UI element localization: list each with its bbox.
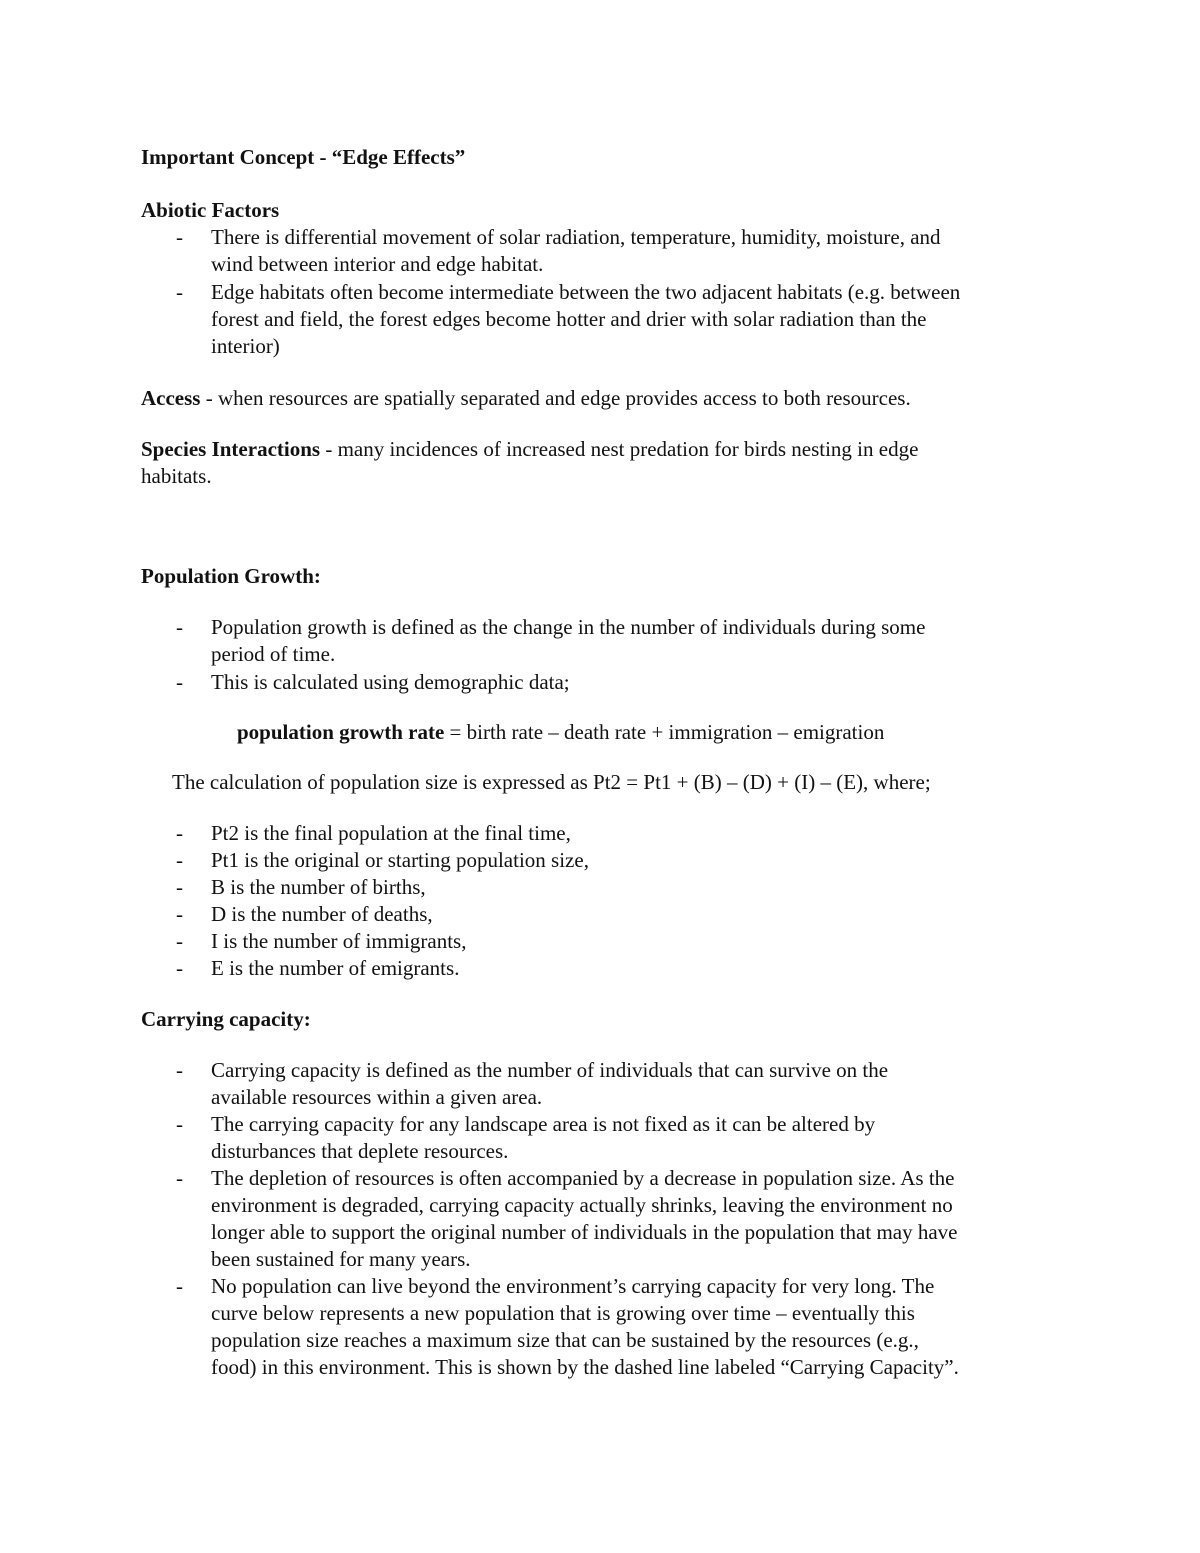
access-term: Access (141, 386, 201, 410)
heading-carrying-capacity: Carrying capacity: (141, 1007, 311, 1031)
bullet-dash: - (176, 280, 183, 304)
abiotic-item-2-line-3: interior) (211, 334, 280, 358)
definition-immigrants: I is the number of immigrants, (211, 929, 467, 953)
carrying-item-4-line-2: curve below represents a new population that is growing over time – eventually this (211, 1301, 915, 1325)
bullet-dash: - (176, 929, 183, 953)
carrying-item-3-line-4: been sustained for many years. (211, 1247, 471, 1271)
species-interactions-text: - many incidences of increased nest predation for birds nesting in edge (320, 437, 919, 461)
carrying-item-3-line-3: longer able to support the original number of individuals in the population that may have (211, 1220, 958, 1244)
bullet-dash: - (176, 848, 183, 872)
population-item-1-line-2: period of time. (211, 642, 336, 666)
carrying-item-3-line-2: environment is degraded, carrying capacity actually shrinks, leaving the environment no (211, 1193, 953, 1217)
definition-births: B is the number of births, (211, 875, 426, 899)
heading-population-growth: Population Growth: (141, 564, 321, 588)
population-item-2-line-1: This is calculated using demographic data; (211, 670, 570, 694)
species-interactions-text-line-2: habitats. (141, 464, 212, 488)
abiotic-item-1-line-1: There is differential movement of solar radiation, temperature, humidity, moisture, and (211, 225, 941, 249)
abiotic-item-2-line-1: Edge habitats often become intermediate between the two adjacent habitats (e.g. between (211, 280, 961, 304)
bullet-dash: - (176, 225, 183, 249)
carrying-item-2-line-1: The carrying capacity for any landscape area is not fixed as it can be altered by (211, 1112, 876, 1136)
carrying-item-2-line-2: disturbances that deplete resources. (211, 1139, 509, 1163)
heading-abiotic-factors: Abiotic Factors (141, 198, 280, 222)
bullet-dash: - (176, 1274, 183, 1298)
growth-rate-term: population growth rate (237, 720, 445, 744)
definition-pt2: Pt2 is the final population at the final time, (211, 821, 571, 845)
carrying-item-1-line-2: available resources within a given area. (211, 1085, 543, 1109)
bullet-dash: - (176, 1112, 183, 1136)
population-size-calculation: The calculation of population size is expressed as Pt2 = Pt1 + (B) – (D) + (I) – (E), where; (172, 770, 931, 794)
access-text: - when resources are spatially separated and edge provides access to both resources. (200, 386, 911, 410)
bullet-dash: - (176, 670, 183, 694)
bullet-dash: - (176, 615, 183, 639)
bullet-dash: - (176, 1166, 183, 1190)
carrying-item-4-line-1: No population can live beyond the environment’s carrying capacity for very long. The (211, 1274, 935, 1298)
abiotic-item-2-line-2: forest and field, the forest edges become hotter and drier with solar radiation than the (211, 307, 927, 331)
growth-rate-expression: = birth rate – death rate + immigration – emigration (444, 720, 885, 744)
species-interactions-term: Species Interactions (141, 437, 321, 461)
carrying-item-1-line-1: Carrying capacity is defined as the number of individuals that can survive on the (211, 1058, 889, 1082)
bullet-dash: - (176, 875, 183, 899)
bullet-dash: - (176, 1058, 183, 1082)
section-title-edge-effects: Important Concept - “Edge Effects” (141, 145, 466, 169)
bullet-dash: - (176, 956, 183, 980)
abiotic-item-1-line-2: wind between interior and edge habitat. (211, 252, 544, 276)
access-paragraph (141, 385, 911, 412)
definition-deaths: D is the number of deaths, (211, 902, 433, 926)
definition-emigrants: E is the number of emigrants. (211, 956, 460, 980)
growth-rate-formula (237, 719, 884, 746)
bullet-dash: - (176, 902, 183, 926)
population-item-1-line-1: Population growth is defined as the change in the number of individuals during some (211, 615, 926, 639)
bullet-dash: - (176, 821, 183, 845)
carrying-item-4-line-3: population size reaches a maximum size that can be sustained by the resources (e.g., (211, 1328, 919, 1352)
carrying-item-4-line-4: food) in this environment. This is shown by the dashed line labeled “Carrying Capacity”. (211, 1355, 959, 1379)
definition-pt1: Pt1 is the original or starting population size, (211, 848, 589, 872)
carrying-item-3-line-1: The depletion of resources is often accompanied by a decrease in population size. As the (211, 1166, 955, 1190)
species-interactions-paragraph (141, 436, 918, 463)
